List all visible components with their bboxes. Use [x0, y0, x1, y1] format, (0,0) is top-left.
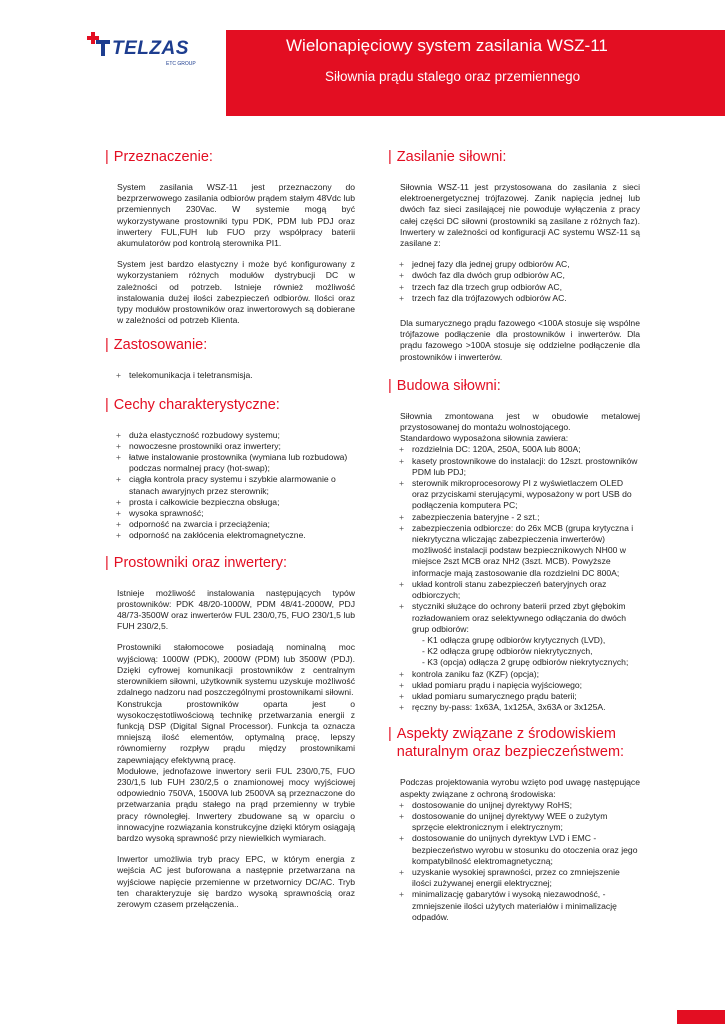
list-item: + łatwe instalowanie prostownika (wymiana lub rozbudowa) podczas normalnej pracy (hot-swap); — [129, 452, 355, 474]
telzas-logo — [84, 30, 204, 70]
list-item: + zabezpieczenia bateryjne - 2 szt.; — [412, 512, 640, 523]
list-item: + sterownik mikroprocesorowy PI z wyświetlaczem OLED oraz przyciskami sterującymi, wyposażony w port USB do podłączenia komputera PC; — [412, 478, 640, 512]
section-heading-zasilanie: | Zasilanie siłowni: — [388, 149, 507, 165]
prostowniki-paragraph-1: Istnieje możliwość instalowania następujących typów prostowników: PDK 48/20-1000W, PDM 48/41-2000W, PDJ 48/73-3500W oraz inwerterów FUL 230/0,75, FUO 230/1,5 lub FUH 230/2,5. — [117, 587, 355, 632]
logo-wordmark: TELZAS — [112, 38, 189, 59]
list-item: + dostosowanie do unijnych dyrektyw LVD i EMC - bezpieczeństwo wyrobu w stosunku do otoczenia oraz jego kompatybilność elektromagnetyczną; — [412, 833, 640, 867]
section-heading-aspekty: | Aspekty związane z środowiskiem naturalnym oraz bezpieczeństwem: — [388, 726, 625, 761]
prostowniki-paragraph-5: Inwertor umożliwia tryb pracy EPC, w którym energia z wejścia AC jest buforowana a następnie przetwarzana na wyjściowe napięcie przemienne w przetwornicy DC/AC. Tryb ten charakteryzuje się bardzo wysoką sprawnością oraz zerowym czasem przełączenia.. — [117, 854, 355, 909]
list-item: + uzyskanie wysokiej sprawności, przez co zmniejszenie ilości zużywanej energii elektrycznej; — [412, 867, 640, 889]
zastosowanie-list — [105, 370, 355, 381]
logo-cross-icon — [84, 30, 112, 58]
page-subtitle: Siłownia prądu stalego oraz przemiennego — [325, 69, 581, 84]
list-item: + kasety prostownikowe do instalacji: do 12szt. prostowników PDM lub PDJ; — [412, 456, 640, 478]
list-item: + nowoczesne prostowniki oraz inwertery; — [129, 441, 355, 452]
section-heading-cechy: | Cechy charakterystyczne: — [105, 396, 280, 413]
header-banner — [226, 30, 725, 116]
sub-item: - K3 (opcja) odłącza 2 grupę odbiorów niekrytycznych; — [422, 657, 629, 668]
budowa-paragraph-1: Siłownia zmontowana jest w obudowie metalowej przystosowanej do montażu wolnostojącego. — [400, 410, 640, 433]
aspekty-paragraph-1: Podczas projektowania wyrobu wzięto pod uwagę następujące aspekty związane z ochroną środowiska: — [400, 777, 640, 799]
list-item: + kontrola zaniku faz (KZF) (opcja); — [412, 669, 640, 680]
list-item: + prosta i całkowicie bezpieczna obsługa; — [129, 497, 355, 508]
prostowniki-paragraph-2: Prostowniki stałomocowe posiadają nominalną moc wyjściową: 1000W (PDK), 2000W (PDM) lub 3500W (PDJ). Dzięki cyfrowej komunikacji prostowników z centralnym sterownikiem siłowni, użytkownik systemu uzyskuje możliwość zdalnego nadzoru nad poszczególnymi prostownikami siłowni. — [117, 642, 355, 698]
budowa-paragraph-1b: Standardowo wyposażona siłownia zawiera: — [400, 433, 569, 444]
right-column — [388, 148, 640, 933]
budowa-sublist — [388, 635, 640, 669]
left-column — [105, 148, 355, 920]
przeznaczenie-paragraph-1: System zasilania WSZ-11 jest przeznaczony do bezprzerwowego zasilania odbiorów prądem stałym 48Vdc lub przemiennych 230Vac. W systemie mogą być wykorzystywane prostowniki typu PDK, PDM lub PDJ oraz inwertery FUL,FUH lub FUO przy współpracy baterii akumulatorów pod kontrolą sterownika PI1. — [117, 182, 355, 249]
logo-subtitle: ETC GROUP — [166, 61, 196, 67]
list-item: + układ pomiaru prądu i napięcia wyjściowego; — [412, 680, 640, 691]
section-heading-zastosowanie: | Zastosowanie: — [105, 337, 208, 354]
budowa-list-2 — [388, 669, 640, 714]
zasilanie-paragraph-1: Siłownia WSZ-11 jest przystosowana do zasilania z sieci elektroenergetycznej trójfazowej. Zanik napięcia jednej lub dwóch faz sieci zasilającej nie powoduje wyłączenia z pracy całej części DC siłowni (prostowniki są zasilane z różnych faz). Inwertery w zależności od konfiguracji AC systemu WSZ-11 są zasilane z: — [400, 182, 640, 249]
list-item: + trzech faz dla trzech grup odbiorów AC, — [412, 282, 640, 293]
list-item: + trzech faz dla trójfazowych odbiorów AC. — [412, 293, 640, 304]
zasilanie-list — [388, 259, 640, 304]
aspekty-list — [388, 800, 640, 923]
section-heading-budowa: | Budowa siłowni: — [388, 377, 501, 394]
section-heading-prostowniki: | Prostowniki oraz inwertery: — [105, 554, 288, 571]
list-item: + telekomunikacja i teletransmisja. — [129, 370, 355, 381]
przeznaczenie-paragraph-2: System jest bardzo elastyczny i może być konfigurowany z wykorzystaniem różnych modułów dystrybucji DC w zależności od potrzeb. Istnieje również możliwość instalowania dużej ilości zabezpieczeń odbiorów. Ilości oraz typy modułów prostowników oraz inwertorowych są dobierane w zależności od potrzeb Klienta. — [117, 259, 355, 326]
list-item: + układ kontroli stanu zabezpieczeń bateryjnych oraz odbiorczych; — [412, 579, 640, 601]
list-item: + dostosowanie do unijnej dyrektywy WEE o zużytym sprzęcie elektronicznym i elektrycznym; — [412, 811, 640, 833]
sub-item: - K1 odłącza grupę odbiorów krytycznych (LVD), — [422, 634, 606, 645]
cechy-list — [105, 430, 355, 542]
prostowniki-paragraph-3: Konstrukcja prostowników oparta jest o wysokoczęstotliwościową technikę przetwarzania energii z funkcją DSP (Digital Signal Processor). Funkcja ta oznacza mniejszą ilość elementów, optymalną pracę, lepszy równomierny rozpływ prądu między prostownikami zapewniający efektywną pracę. — [117, 698, 355, 765]
list-item: + ręczny by-pass: 1x63A, 1x125A, 3x63A or 3x125A. — [412, 702, 640, 713]
list-item: + odporność na zwarcia i przeciążenia; — [129, 519, 355, 530]
list-item: + jednej fazy dla jednej grupy odbiorów AC, — [412, 259, 640, 270]
list-item: + duża elastyczność rozbudowy systemu; — [129, 430, 355, 441]
list-item: + odporność na zakłócenia elektromagnetyczne. — [129, 530, 355, 541]
budowa-list — [388, 444, 640, 634]
zasilanie-paragraph-2: Dla sumarycznego prądu fazowego <100A stosuje się wspólne trójfazowe podłączenie dla prostowników i inwerterów. Dla prądu fazowego >100A stosuje się oddzielne podłączenie dla prostowników i inwerterów. — [400, 318, 640, 362]
list-item: + rozdzielnia DC: 120A, 250A, 500A lub 800A; — [412, 444, 640, 455]
list-item: + wysoka sprawność; — [129, 508, 355, 519]
prostowniki-paragraph-4: Modułowe, jednofazowe inwertory serii FUL 230/0,75, FUO 230/1,5 lub FUH 230/2,5 o znamionowej mocy wyjściowej odpowiednio 750VA, 1500VA lub 2500VA są przeznaczone do przetwarzania prądu stałego na prąd przemienny w trybie pracy równoległej. Inwertery zbudowane są w oparciu o innowacyjne rozwiązania konstrukcyjne dzięki którym osiągają bardzo wysoką sprawność przy niewielkich wymiarach. — [117, 765, 355, 843]
section-heading-przeznaczenie: | Przeznaczenie: — [105, 149, 213, 165]
list-item: + ciągła kontrola pracy systemu i szybkie alarmowanie o stanach awaryjnych przez sterownik; — [129, 474, 355, 496]
list-item: + układ pomiaru sumarycznego prądu baterii; — [412, 691, 640, 702]
sub-item: - K2 odłącza grupę odbiorów niekrytycznych, — [422, 646, 593, 657]
list-item: + dwóch faz dla dwóch grup odbiorów AC, — [412, 270, 640, 281]
list-item: + zabezpieczenia odbiorcze: do 26x MCB (grupa krytyczna i niekrytyczna wliczając zabezpieczenia inwerterów) możliwość instalacji podstaw bezpiecznikowych NH00 w miejsce 2szt MCB oraz NH2 (3szt. MCB). Powyższe informacje mają zastosowanie dla rozdzielni DC 800A; — [412, 523, 640, 579]
list-item: + dostosowanie do unijnej dyrektywy RoHS; — [412, 800, 640, 811]
list-item: + styczniki służące do ochrony baterii przed zbyt głębokim rozładowaniem oraz selektywnego odłączania do dwóch grup odbiorów: — [412, 601, 640, 635]
footer-accent-bar — [677, 1010, 725, 1024]
list-item: + minimalizację gabarytów i wysoką niezawodność, - zmniejszenie ilości użytych materiałów i minimalizację odpadów. — [412, 889, 640, 923]
page-title: Wielonapięciowy system zasilania WSZ-11 — [286, 36, 608, 55]
